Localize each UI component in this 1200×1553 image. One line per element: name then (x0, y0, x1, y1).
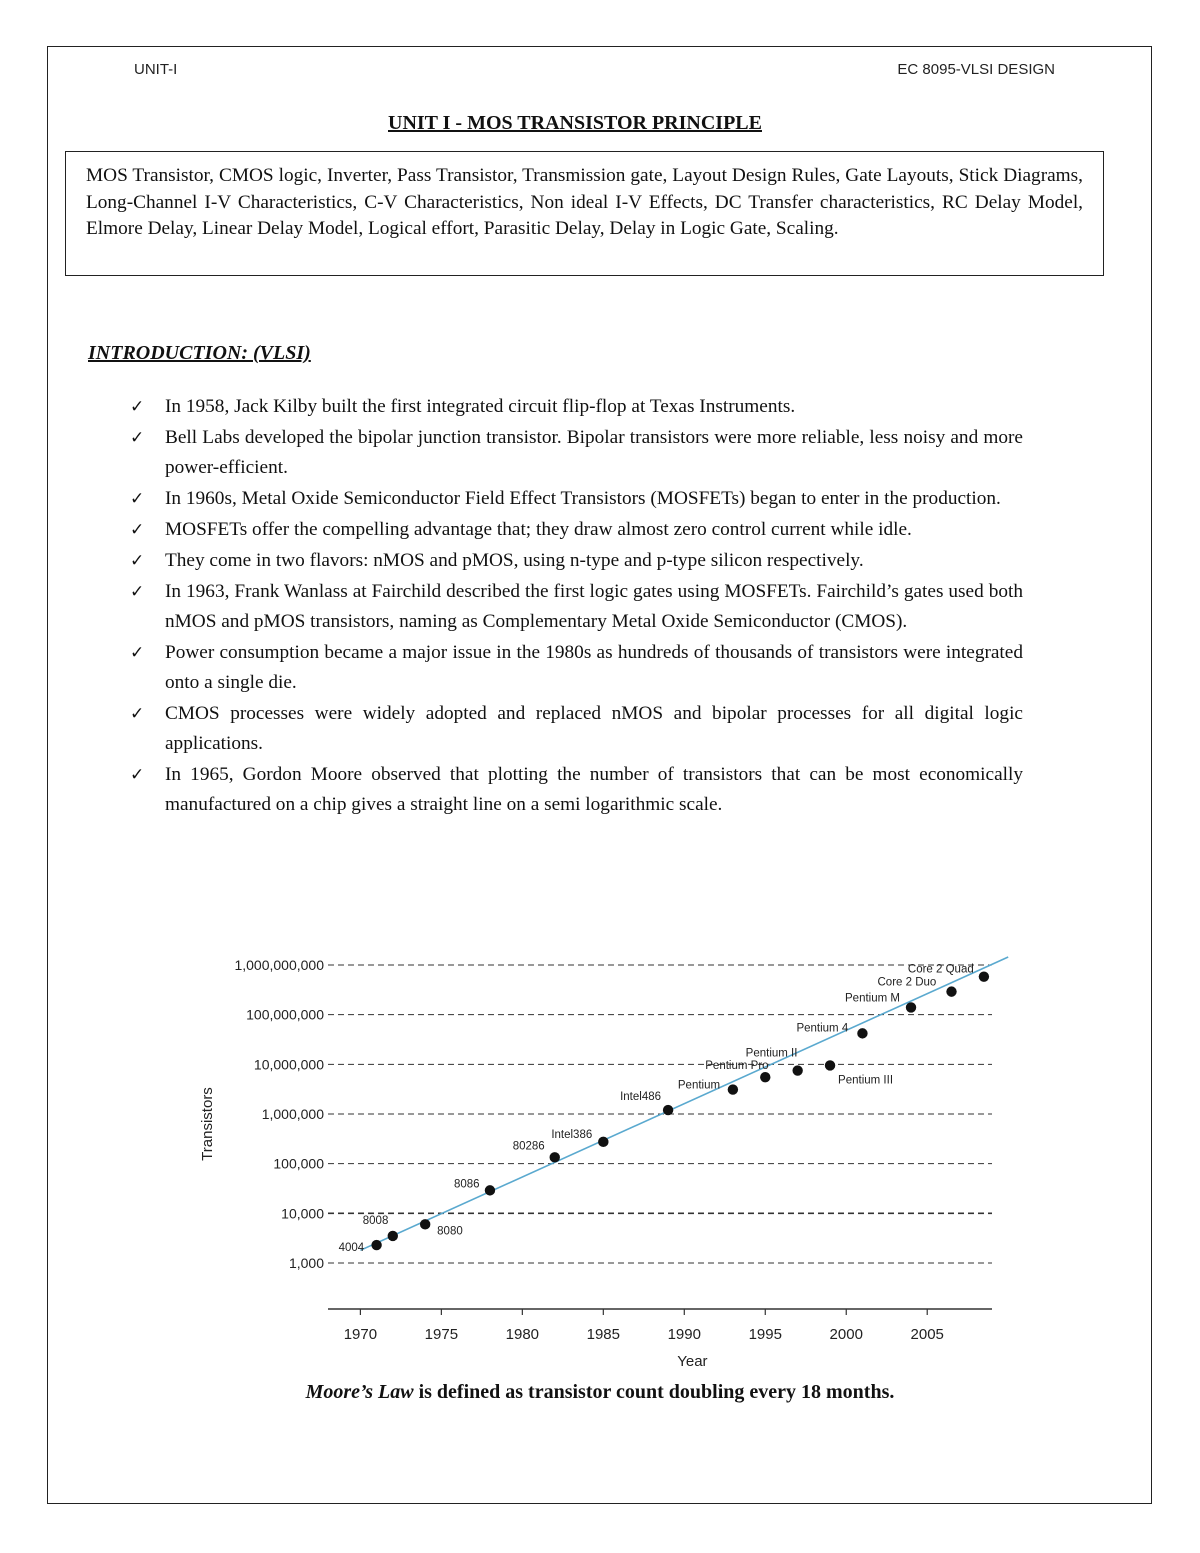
data-label: Core 2 Quad (907, 963, 974, 976)
check-mark-icon: ✓ (130, 704, 145, 724)
y-tick-label: 10,000,000 (253, 1056, 324, 1073)
data-label: Core 2 Duo (877, 976, 937, 989)
x-tick-label: 1995 (748, 1326, 782, 1343)
section-heading: INTRODUCTION: (VLSI) (88, 342, 311, 364)
moores-law-chart (180, 945, 1050, 1375)
check-mark-icon: ✓ (130, 643, 145, 663)
syllabus-box (65, 151, 1104, 276)
data-point (485, 1185, 495, 1195)
data-label: 4004 (338, 1242, 365, 1255)
data-point (728, 1084, 738, 1094)
list-item (130, 546, 1023, 576)
data-point (760, 1072, 770, 1082)
data-label: 8080 (437, 1225, 463, 1238)
data-label: Pentium 4 (796, 1022, 849, 1035)
data-point (906, 1002, 916, 1012)
list-item-text: In 1965, Gordon Moore observed that plotting the number of transistors that can be most economically manufactured on a chip gives a straight line on a semi logarithmic scale. (165, 764, 1023, 815)
list-item-text: In 1958, Jack Kilby built the first integrated circuit flip-flop at Texas Instruments. (165, 396, 796, 417)
list-item (130, 423, 1023, 483)
list-item-text: Power consumption became a major issue in the 1980s as hundreds of thousands of transistors were integrated onto a single die. (165, 642, 1023, 693)
header-unit: UNIT-I (134, 61, 178, 78)
check-mark-icon: ✓ (130, 582, 145, 602)
list-item (130, 699, 1023, 759)
y-tick-label: 10,000 (281, 1205, 324, 1222)
list-item-text: In 1960s, Metal Oxide Semiconductor Field Effect Transistors (MOSFETs) began to enter in the production. (165, 488, 1001, 509)
data-point (550, 1152, 560, 1162)
x-tick-label: 1970 (343, 1326, 378, 1343)
data-label: 8086 (453, 1178, 480, 1191)
data-label: Pentium Pro (705, 1060, 769, 1073)
y-tick-label: 1,000,000,000 (234, 957, 324, 973)
data-point (946, 986, 956, 996)
data-label: Intel486 (620, 1091, 662, 1104)
y-tick-label: 100,000 (273, 1155, 324, 1172)
list-item-text: In 1963, Frank Wanlass at Fairchild described the first logic gates using MOSFETs. Fairchild’s gates used both nMOS and pMOS transistors, naming as Complementary Metal Oxide Semiconductor (CMOS). (165, 581, 1023, 632)
x-tick-label: 2000 (829, 1326, 863, 1343)
data-point (598, 1137, 608, 1147)
caption-text: is defined as transistor count doubling every 18 months. (413, 1381, 895, 1403)
x-tick-label: 1990 (667, 1326, 701, 1343)
check-mark-icon: ✓ (130, 397, 145, 417)
data-point (857, 1028, 867, 1038)
data-point (371, 1240, 381, 1250)
x-tick-label: 2005 (910, 1326, 944, 1343)
header-course: EC 8095-VLSI DESIGN (897, 61, 1055, 78)
check-mark-icon: ✓ (130, 551, 145, 571)
data-label: 8008 (362, 1214, 389, 1227)
data-label: Pentium III (838, 1074, 894, 1087)
x-tick-label: 1975 (424, 1326, 459, 1343)
page-title: UNIT I - MOS TRANSISTOR PRINCIPLE (388, 112, 762, 134)
data-label: Pentium (677, 1079, 721, 1092)
trend-line (360, 957, 1008, 1250)
data-point (420, 1219, 430, 1229)
y-tick-label: 1,000 (288, 1255, 324, 1271)
check-mark-icon: ✓ (130, 520, 145, 540)
bullet-list (130, 392, 1023, 821)
x-axis-title: Year (677, 1353, 708, 1370)
data-point (792, 1065, 802, 1075)
list-item-text: CMOS processes were widely adopted and replaced nMOS and bipolar processes for all digital logic applications. (165, 703, 1023, 754)
check-mark-icon: ✓ (130, 489, 145, 509)
y-tick-label: 100,000,000 (246, 1006, 324, 1023)
data-point (388, 1231, 398, 1241)
list-item (130, 392, 1023, 422)
check-mark-icon: ✓ (130, 428, 145, 448)
data-label: 80286 (512, 1140, 545, 1153)
check-mark-icon: ✓ (130, 765, 145, 785)
data-point (663, 1105, 673, 1115)
syllabus-text: MOS Transistor, CMOS logic, Inverter, Pass Transistor, Transmission gate, Layout Design Rules, Gate Layouts, Stick Diagrams, Long-Channel I-V Characteristics, C-V Characteristics, Non ideal I-V Effects, DC Transfer characteristics, RC Delay Model, Elmore Delay, Linear Delay Model, Logical effort, Parasitic Delay, Delay in Logic Gate, Scaling. (86, 165, 1083, 239)
data-point (825, 1060, 835, 1070)
y-axis-title: Transistors (199, 1087, 216, 1161)
y-tick-label: 1,000,000 (261, 1106, 324, 1122)
list-item-text: MOSFETs offer the compelling advantage that; they draw almost zero control current while idle. (165, 519, 912, 540)
figure-caption (0, 1381, 1200, 1404)
list-item (130, 638, 1023, 698)
data-point (979, 971, 989, 981)
list-item (130, 760, 1023, 820)
caption-emphasis: Moore’s Law (305, 1381, 414, 1403)
list-item (130, 515, 1023, 545)
x-tick-label: 1980 (505, 1326, 540, 1343)
data-label: Intel386 (551, 1128, 593, 1141)
x-tick-label: 1985 (586, 1326, 621, 1343)
list-item (130, 577, 1023, 637)
data-label: Pentium II (745, 1047, 798, 1060)
data-label: Pentium M (845, 992, 900, 1005)
list-item-text: They come in two flavors: nMOS and pMOS, using n-type and p-type silicon respectively. (165, 550, 864, 571)
list-item (130, 484, 1023, 514)
list-item-text: Bell Labs developed the bipolar junction transistor. Bipolar transistors were more reliable, less noisy and more power-efficient. (165, 427, 1023, 478)
